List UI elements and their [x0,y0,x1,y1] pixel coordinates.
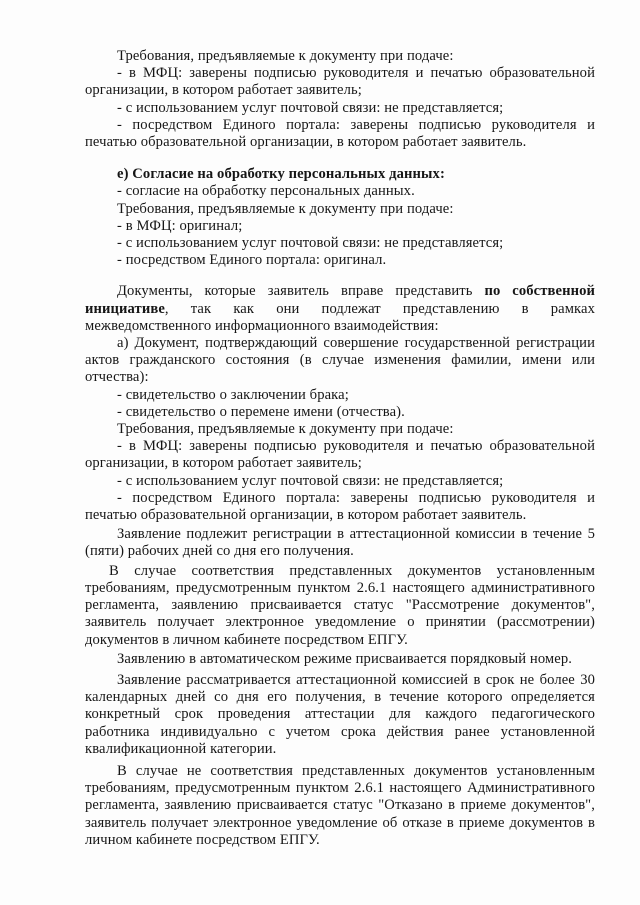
paragraph: Требования, предъявляемые к документу при подаче: [117,48,454,64]
paragraph: - в МФЦ: заверены подписью руководителя и печатью образовательной организации, в котором работает заявитель; [85,65,595,99]
paragraph: - посредством Единого портала: заверены подписью руководителя и печатью образовательной организации, в котором работает заявитель. [85,116,595,151]
paragraph: Требования, предъявляемые к документу при подаче: [117,200,454,217]
paragraph: - в МФЦ: оригинал; [117,217,243,234]
paragraph: а) Документ, подтверждающий совершение государственной регистрации актов гражданского состояния (в случае изменения фамилии, имени или отчества): [85,335,595,386]
paragraph: - согласие на обработку персональных данных. [117,183,415,200]
emphasis-text: по собственной инициативе [85,283,595,317]
paragraph-text: Документы, которые заявитель вправе представить [117,283,485,300]
section-heading: е) Согласие на обработку персональных данных: [117,166,445,183]
paragraph: Заявлению в автоматическом режиме присваивается порядковый номер. [117,650,572,667]
paragraph: - с использованием услуг почтовой связи: не представляется; [117,235,504,252]
document-body [85,48,595,849]
paragraph: Заявление подлежит регистрации в аттестационной комиссии в течение 5 (пяти) рабочих дней со дня его получения. [85,526,595,560]
paragraph: - с использованием услуг почтовой связи: не представляется; [117,99,504,116]
paragraph: - посредством Единого портала: заверены подписью руководителя и печатью образовательной организации, в котором работает заявитель. [85,489,595,524]
paragraph: - в МФЦ: заверены подписью руководителя и печатью образовательной организации, в котором работает заявитель; [85,438,595,472]
paragraph: - с использованием услуг почтовой связи: не представляется; [117,472,504,489]
paragraph: В случае не соответствия представленных документов установленным требованиям, предусмотренным пунктом 2.6.1 настоящего Административного регламента, заявлению присваивается статус "Отказано в приеме документов", заявитель получает электронное уведомление об отказе в приеме документов в личном кабинете посредством ЕПГУ. [85,762,595,848]
paragraph: - свидетельство о заключении брака; [117,386,349,403]
paragraph: Заявление рассматривается аттестационной комиссией в срок не более 30 календарных дней со дня его получения, в течение которого определяется конкретный срок проведения аттестации для каждого педагогического работника индивидуально с учетом срока действия ранее установленной квалификационной категории. [85,671,595,757]
paragraph: Требования, предъявляемые к документу при подаче: [117,421,454,438]
paragraph: - свидетельство о перемене имени (отчества). [117,403,405,420]
paragraph [85,283,595,335]
paragraph: - посредством Единого портала: оригинал. [117,252,387,269]
paragraph-text: , так как они подлежат представлению в рамках межведомственного информационного взаимодействия: [85,300,595,334]
paragraph: В случае соответствия представленных документов установленным требованиям, предусмотренным пунктом 2.6.1 настоящего административного регламента, заявлению присваивается статус "Рассмотрение документов", заявитель получает электронное уведомление о принятии (рассмотрении) документов в личном кабинете посредством ЕПГУ. [85,562,595,648]
